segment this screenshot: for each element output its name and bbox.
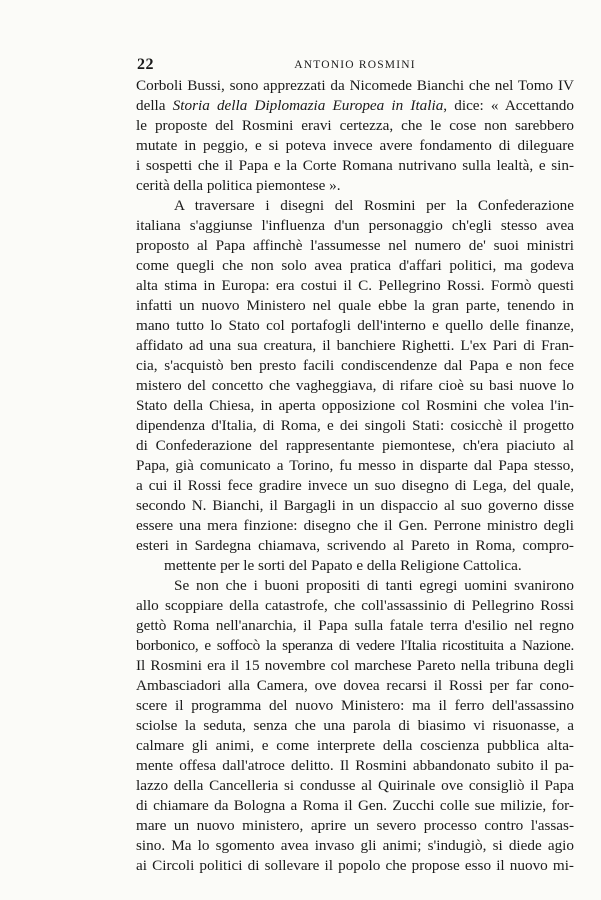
text-line: Corboli Bussi, sono apprezzati da Nicomede Bianchi che nel Tomo IV xyxy=(136,77,574,94)
text-line: sino. Ma lo sgomento avea invaso gli animi; s'indugiò, si diede agio xyxy=(136,837,574,854)
text-line: alta stima in Europa: era costui il C. Pellegrino Rossi. Formò questi xyxy=(136,277,574,294)
text-line: Stato della Chiesa, in aperta opposizione col Rosmini che volea l'in- xyxy=(136,397,574,414)
text-line: borbonico, e soffocò la speranza di vedere l'Italia ricostituita a Nazione. xyxy=(136,637,574,654)
text-line: secondo N. Bianchi, il Bargagli in un dispaccio al suo governo disse xyxy=(136,497,574,514)
text-line: della Storia della Diplomazia Europea in Italia, dice: « Accettando xyxy=(136,97,574,114)
text-line: infatti un nuovo Ministero nel quale ebbe la gran parte, tenendo in xyxy=(136,297,574,314)
text-line: Ambasciadori alla Camera, ove dovea recarsi il Rossi per far cono- xyxy=(136,677,574,694)
text-line: Papa, già comunicato a Torino, fu messo in disparte dal Papa stesso, xyxy=(136,457,574,474)
text-line: a cui il Rossi fece gradire invece un suo disegno di Lega, del quale, xyxy=(136,477,574,494)
text-line: A traversare i disegni del Rosmini per la Confederazione xyxy=(174,197,574,214)
text-line: lazzo della Cancelleria si condusse al Quirinale ove consigliò il Papa xyxy=(136,777,574,794)
running-title: ANTONIO ROSMINI xyxy=(294,59,416,71)
text-line: proposto al Papa affinchè l'assumesse nel numero de' suoi ministri xyxy=(136,237,574,254)
text-line: mare un nuovo ministero, aprire un severo processo contro l'assas- xyxy=(136,817,574,834)
text-line: cerità della politica piemontese ». xyxy=(136,177,341,194)
text-line: Se non che i buoni propositi di tanti egregi uomini svanirono xyxy=(174,577,574,594)
text-line: come quegli che non solo avea pratica d'affari politici, ma godeva xyxy=(136,257,574,274)
text-line: esteri in Sardegna chiamava, scrivendo al Pareto in Roma, compro- xyxy=(136,537,574,554)
body-text xyxy=(136,76,574,876)
text-line: le proposte del Rosmini eravi certezza, che le cose non sarebbero xyxy=(136,117,574,134)
text-line: di chiamare da Bologna a Roma il Gen. Zucchi colle sue milizie, for- xyxy=(136,797,574,814)
text-line: Il Rosmini era il 15 novembre col marchese Pareto nella tribuna degli xyxy=(136,657,574,674)
text-line: gettò Roma nell'anarchia, il Papa sulla fatale terra d'esilio nel regno xyxy=(136,617,574,634)
text-line: mano tutto lo Stato col portafogli dell'interno e quello delle finanze, xyxy=(136,317,574,334)
text-line: essere una mera finzione: disegno che il Gen. Perrone ministro degli xyxy=(136,517,574,534)
text-line: mistero del concetto che vagheggiava, di rifare cioè su basi nuove lo xyxy=(136,377,574,394)
text-line: allo scoppiare della catastrofe, che coll'assassinio di Pellegrino Rossi xyxy=(136,597,574,614)
text-line: i sospetti che il Papa e la Corte Romana nutrivano sulla lealtà, e sin- xyxy=(136,157,574,174)
text-line: affidato ad una sua creatura, il banchiere Righetti. L'ex Pari di Fran- xyxy=(136,337,574,354)
text-line: mutate in peggio, e si poteva invece avere fondamento di dileguare xyxy=(136,137,574,154)
italic-title: Storia della Diplomazia Europea in Italia xyxy=(172,97,444,114)
page-number: 22 xyxy=(137,56,154,73)
text-line: scere il programma del nuovo Ministero: ma il ferro dell'assassino xyxy=(136,697,574,714)
text-line: mente offesa dall'atroce delitto. Il Rosmini abbandonato subito il pa- xyxy=(136,757,574,774)
text-line: cia, s'acquistò ben presto facili condiscendenze dal Papa e non fece xyxy=(136,357,574,374)
text-line: italiana s'aggiunse l'influenza d'un personaggio ch'egli stesso avea xyxy=(136,217,574,234)
text-line: calmare gli animi, e come interprete della coscienza pubblica alta- xyxy=(136,737,574,754)
text-line: ai Circoli politici di sollevare il popolo che propose esso il nuovo mi- xyxy=(136,857,574,874)
text-line: sciolse la seduta, senza che una parola di biasimo vi risuonasse, a xyxy=(136,717,574,734)
text-line: di Confederazione del rappresentante piemontese, ch'era piaciuto al xyxy=(136,437,574,454)
text-line: mettente per le sorti del Papato e della Religione Cattolica. xyxy=(164,557,522,574)
page-header xyxy=(137,56,573,78)
text-line: dipendenza d'Italia, di Roma, e dei singoli Stati: cosicchè il progetto xyxy=(136,417,574,434)
